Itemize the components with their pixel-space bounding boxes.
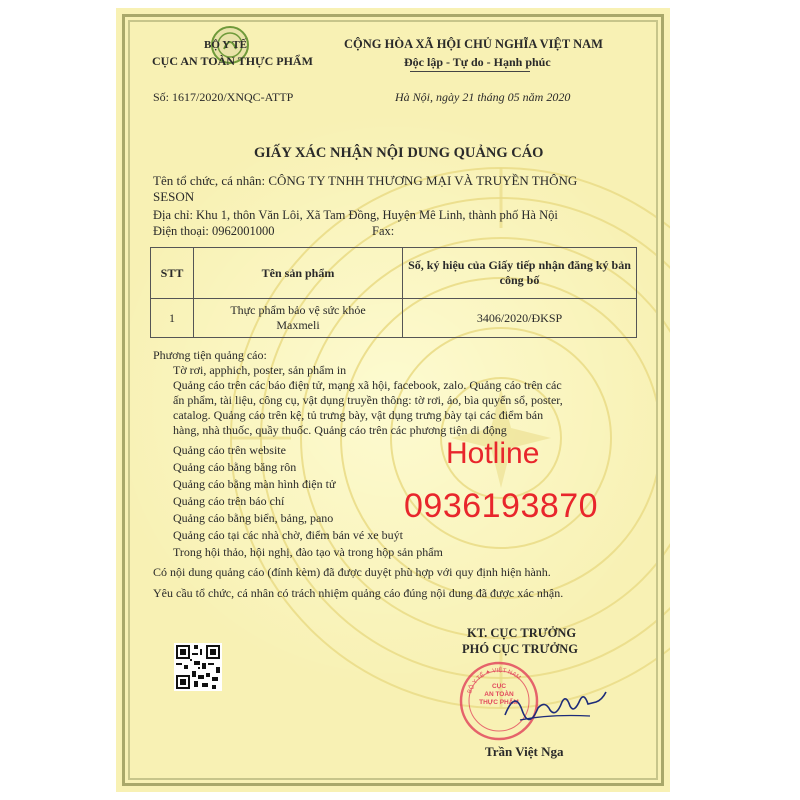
media-item: Quảng cáo trên các báo điện tử, mạng xã hội, facebook, zalo. Quảng cáo trên các <box>173 378 562 392</box>
applicant-fax: Fax: <box>372 224 395 238</box>
svg-text:AN TOÀN: AN TOÀN <box>484 691 514 698</box>
media-item: Quảng cáo tại các nhà chờ, điểm bán vé xe buýt <box>173 528 403 542</box>
svg-text:CỤC: CỤC <box>491 683 507 690</box>
hotline-number: 0936193870 <box>404 487 599 525</box>
motto-underline <box>410 71 530 72</box>
media-heading: Phương tiện quảng cáo: <box>153 348 267 362</box>
svg-text:BỘ Y TẾ ✦ VIỆT NAM: BỘ Y TẾ ✦ VIỆT NAM <box>467 667 522 695</box>
media-item: Tờ rơi, apphich, poster, sản phẩm in <box>173 363 347 377</box>
cell-registration: 3406/2020/ĐKSP <box>403 299 637 338</box>
applicant-address: Địa chỉ: Khu 1, thôn Văn Lôi, Xã Tam Đồng, Huyện Mê Linh, thành phố Hà Nội <box>153 208 558 222</box>
approval-statement: Có nội dung quảng cáo (đính kèm) đã được duyệt phù hợp với quy định hiện hành. <box>153 565 551 579</box>
agency-name: CỤC AN TOÀN THỰC PHẨM <box>152 54 313 68</box>
header-registration: Số, ký hiệu của Giấy tiếp nhận đăng ký bản công bố <box>403 248 637 299</box>
media-item: catalog. Quảng cáo trên kệ, tủ trưng bày, vật dụng trưng bày tại các điểm bán <box>173 408 544 422</box>
signer-title-1: KT. CỤC TRƯỞNG <box>467 626 577 640</box>
ministry-name: BỘ Y TẾ <box>204 39 247 51</box>
media-item: Quảng cáo trên website <box>173 443 286 457</box>
responsibility-statement: Yêu cầu tổ chức, cá nhân có trách nhiệm quảng cáo đúng nội dung đã được xác nhận. <box>153 586 564 600</box>
applicant-org-line1: Tên tổ chức, cá nhân: CÔNG TY TNHH THƯƠNG MẠI VÀ TRUYỀN THÔNG <box>153 173 578 188</box>
svg-text:THỰC PHẨM: THỰC PHẨM <box>479 699 519 706</box>
table-row <box>151 299 637 338</box>
document-title: GIẤY XÁC NHẬN NỘI DUNG QUẢNG CÁO <box>254 145 544 161</box>
place-date: Hà Nội, ngày 21 tháng 05 năm 2020 <box>395 90 571 104</box>
media-item: Quảng cáo bằng băng rôn <box>173 460 297 474</box>
handwritten-signature <box>500 680 610 730</box>
product-name: Maxmeli <box>276 318 320 332</box>
media-item: hàng, nhà thuốc, quầy thuốc. Quảng cáo trên các phương tiện di động <box>173 423 507 437</box>
table-header-row <box>151 248 637 299</box>
product-category: Thực phẩm bảo vệ sức khỏe <box>230 303 366 317</box>
media-item: Trong hội thảo, hội nghị, đào tạo và trong hộp sản phẩm <box>173 545 443 559</box>
country-name: CỘNG HÒA XÃ HỘI CHỦ NGHĨA VIỆT NAM <box>344 37 603 51</box>
media-item: Quảng cáo bằng màn hình điện tử <box>173 477 336 491</box>
product-table <box>150 247 637 338</box>
cell-stt: 1 <box>151 299 194 338</box>
national-motto: Độc lập - Tự do - Hạnh phúc <box>404 55 551 69</box>
header-stt: STT <box>151 248 194 299</box>
media-item: Quảng cáo trên báo chí <box>173 494 285 508</box>
document-number: Số: 1617/2020/XNQC-ATTP <box>153 90 294 104</box>
media-item: ấn phẩm, tài liệu, công cụ, vật dụng truyền thông: tờ rơi, áo, bìa quyển sổ, poster, <box>173 393 563 407</box>
signer-title-2: PHÓ CỤC TRƯỞNG <box>462 642 578 656</box>
header-product: Tên sản phẩm <box>194 248 403 299</box>
hotline-label: Hotline <box>446 437 540 470</box>
cell-product <box>194 299 403 338</box>
signer-name: Trần Việt Nga <box>485 744 564 759</box>
applicant-org-line2: SESON <box>153 189 195 204</box>
media-item: Quảng cáo bằng biển, bảng, pano <box>173 511 334 525</box>
qr-code-icon <box>174 643 222 691</box>
applicant-phone: Điện thoại: 0962001000 <box>153 224 275 238</box>
